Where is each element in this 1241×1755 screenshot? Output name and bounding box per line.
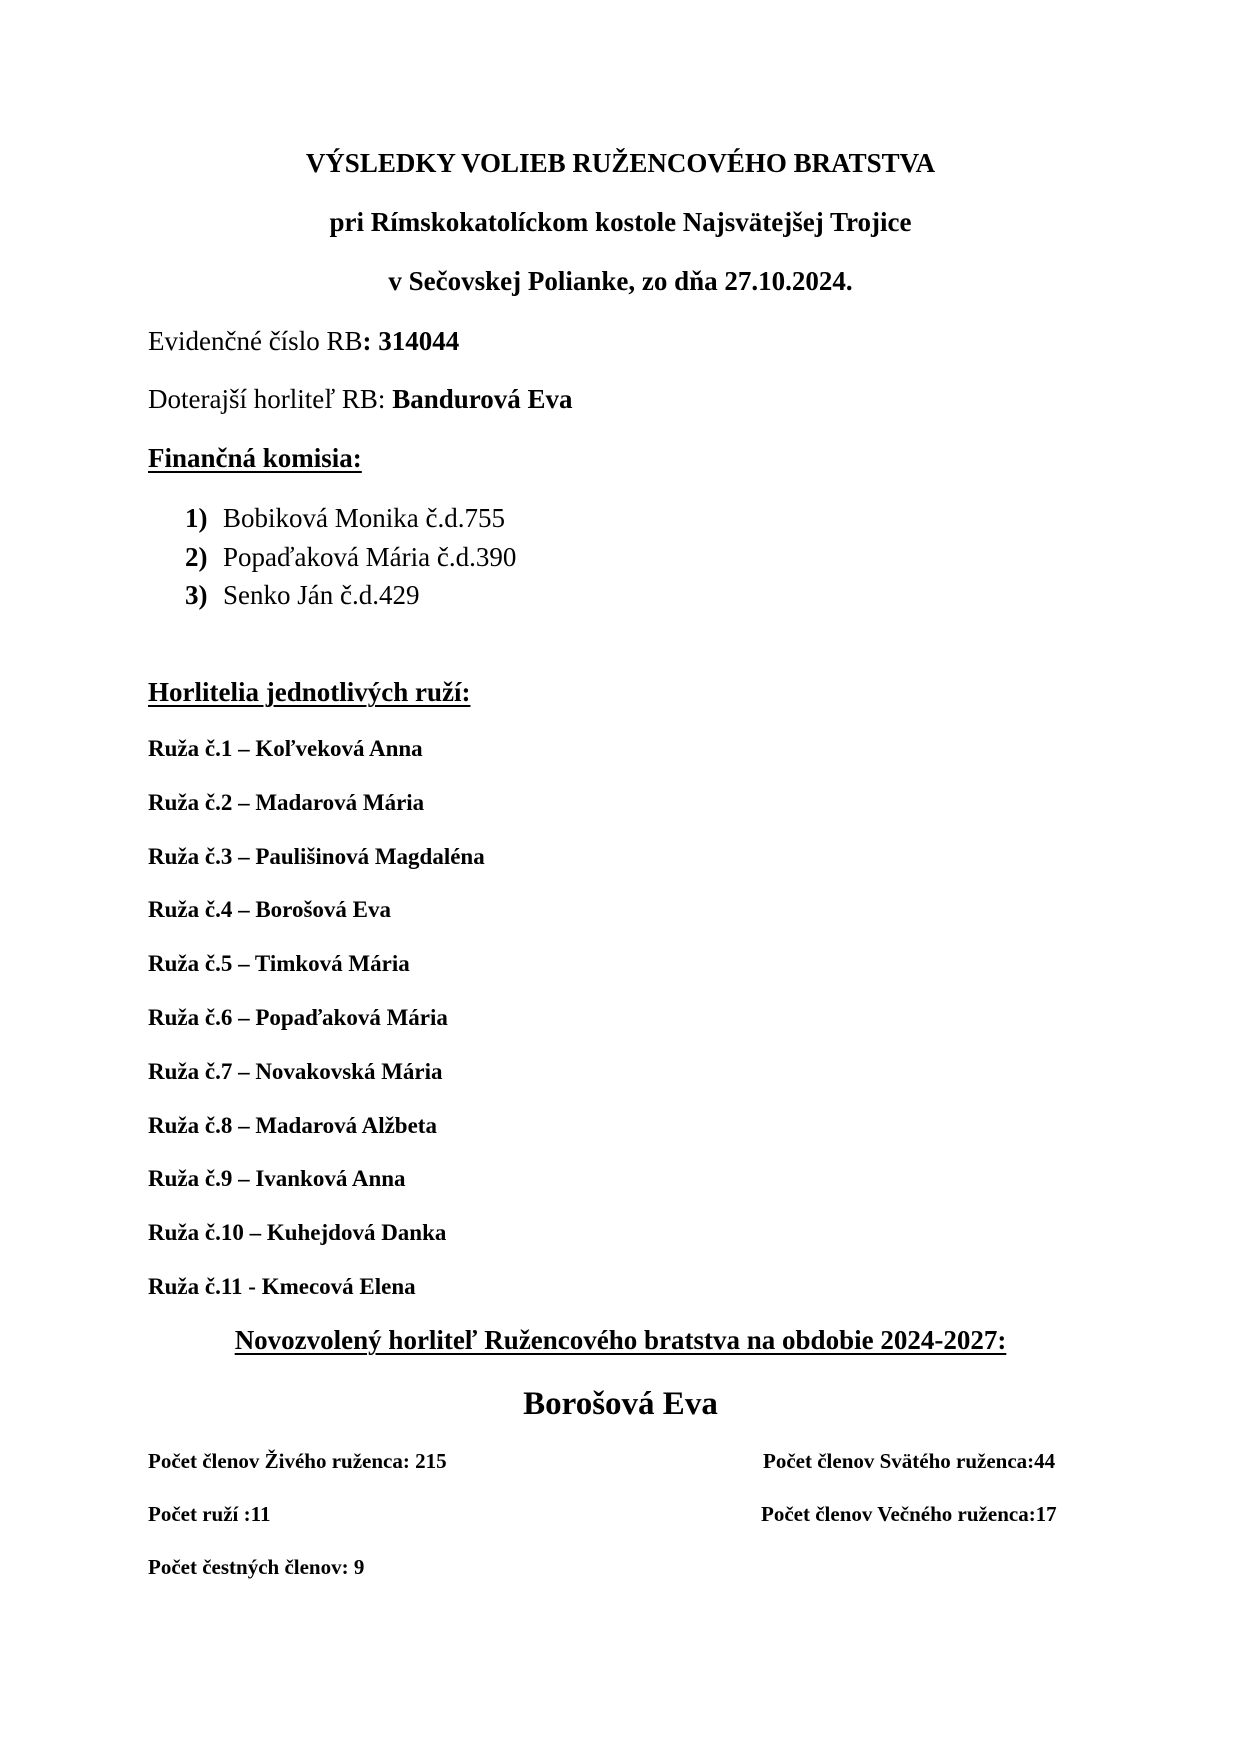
finance-member-name: Bobiková Monika č.d.755 [223,503,505,533]
finance-member [185,580,419,611]
registry-value: : 314044 [362,326,460,356]
registry-number [148,326,459,357]
rose-item: Ruža č.4 – Borošová Eva [148,897,391,922]
finance-member-number: 3) [185,580,208,610]
stat-living-rosary: Počet členov Živého ruženca: 215 [148,1449,447,1473]
document-subtitle: pri Rímskokatolíckom kostole Najsvätejšej Trojice [329,207,912,237]
document-date-line: v Sečovskej Polianke, zo dňa 27.10.2024. [388,266,853,296]
registry-label: Evidenčné číslo RB [148,326,363,356]
rose-item: Ruža č.5 – Timková Mária [148,951,410,976]
previous-leader-label: Doterajší horliteľ RB: [148,384,393,414]
finance-member [185,542,516,573]
rose-item: Ruža č.9 – Ivanková Anna [148,1166,406,1191]
rose-item: Ruža č.11 - Kmecová Elena [148,1274,416,1299]
rose-item: Ruža č.2 – Madarová Mária [148,790,425,815]
finance-member [185,503,505,534]
finance-member-number: 2) [185,542,208,572]
stat-eternal-rosary: Počet členov Večného ruženca:17 [761,1502,1057,1526]
previous-leader [148,384,573,415]
finance-member-number: 1) [185,503,208,533]
elected-heading: Novozvolený horliteľ Ružencového bratstva na obdobie 2024-2027: [234,1325,1007,1355]
elected-name: Borošová Eva [523,1386,718,1422]
previous-leader-name: Bandurová Eva [392,384,573,414]
document-title: VÝSLEDKY VOLIEB RUŽENCOVÉHO BRATSTVA [305,148,936,178]
rose-item: Ruža č.3 – Paulišinová Magdaléna [148,844,485,869]
roses-heading: Horlitelia jednotlivých ruží: [148,677,471,707]
finance-committee-heading: Finančná komisia: [148,443,362,473]
stat-roses-count: Počet ruží :11 [148,1502,271,1526]
rose-item: Ruža č.6 – Popaďaková Mária [148,1005,448,1030]
finance-member-name: Senko Ján č.d.429 [223,580,420,610]
stat-honorary-members: Počet čestných členov: 9 [148,1555,365,1579]
rose-item: Ruža č.10 – Kuhejdová Danka [148,1220,447,1245]
finance-member-name: Popaďaková Mária č.d.390 [223,542,517,572]
rose-item: Ruža č.8 – Madarová Alžbeta [148,1113,437,1138]
rose-item: Ruža č.1 – Koľveková Anna [148,736,423,761]
stat-holy-rosary: Počet členov Svätého ruženca:44 [763,1449,1056,1473]
rose-item: Ruža č.7 – Novakovská Mária [148,1059,443,1084]
